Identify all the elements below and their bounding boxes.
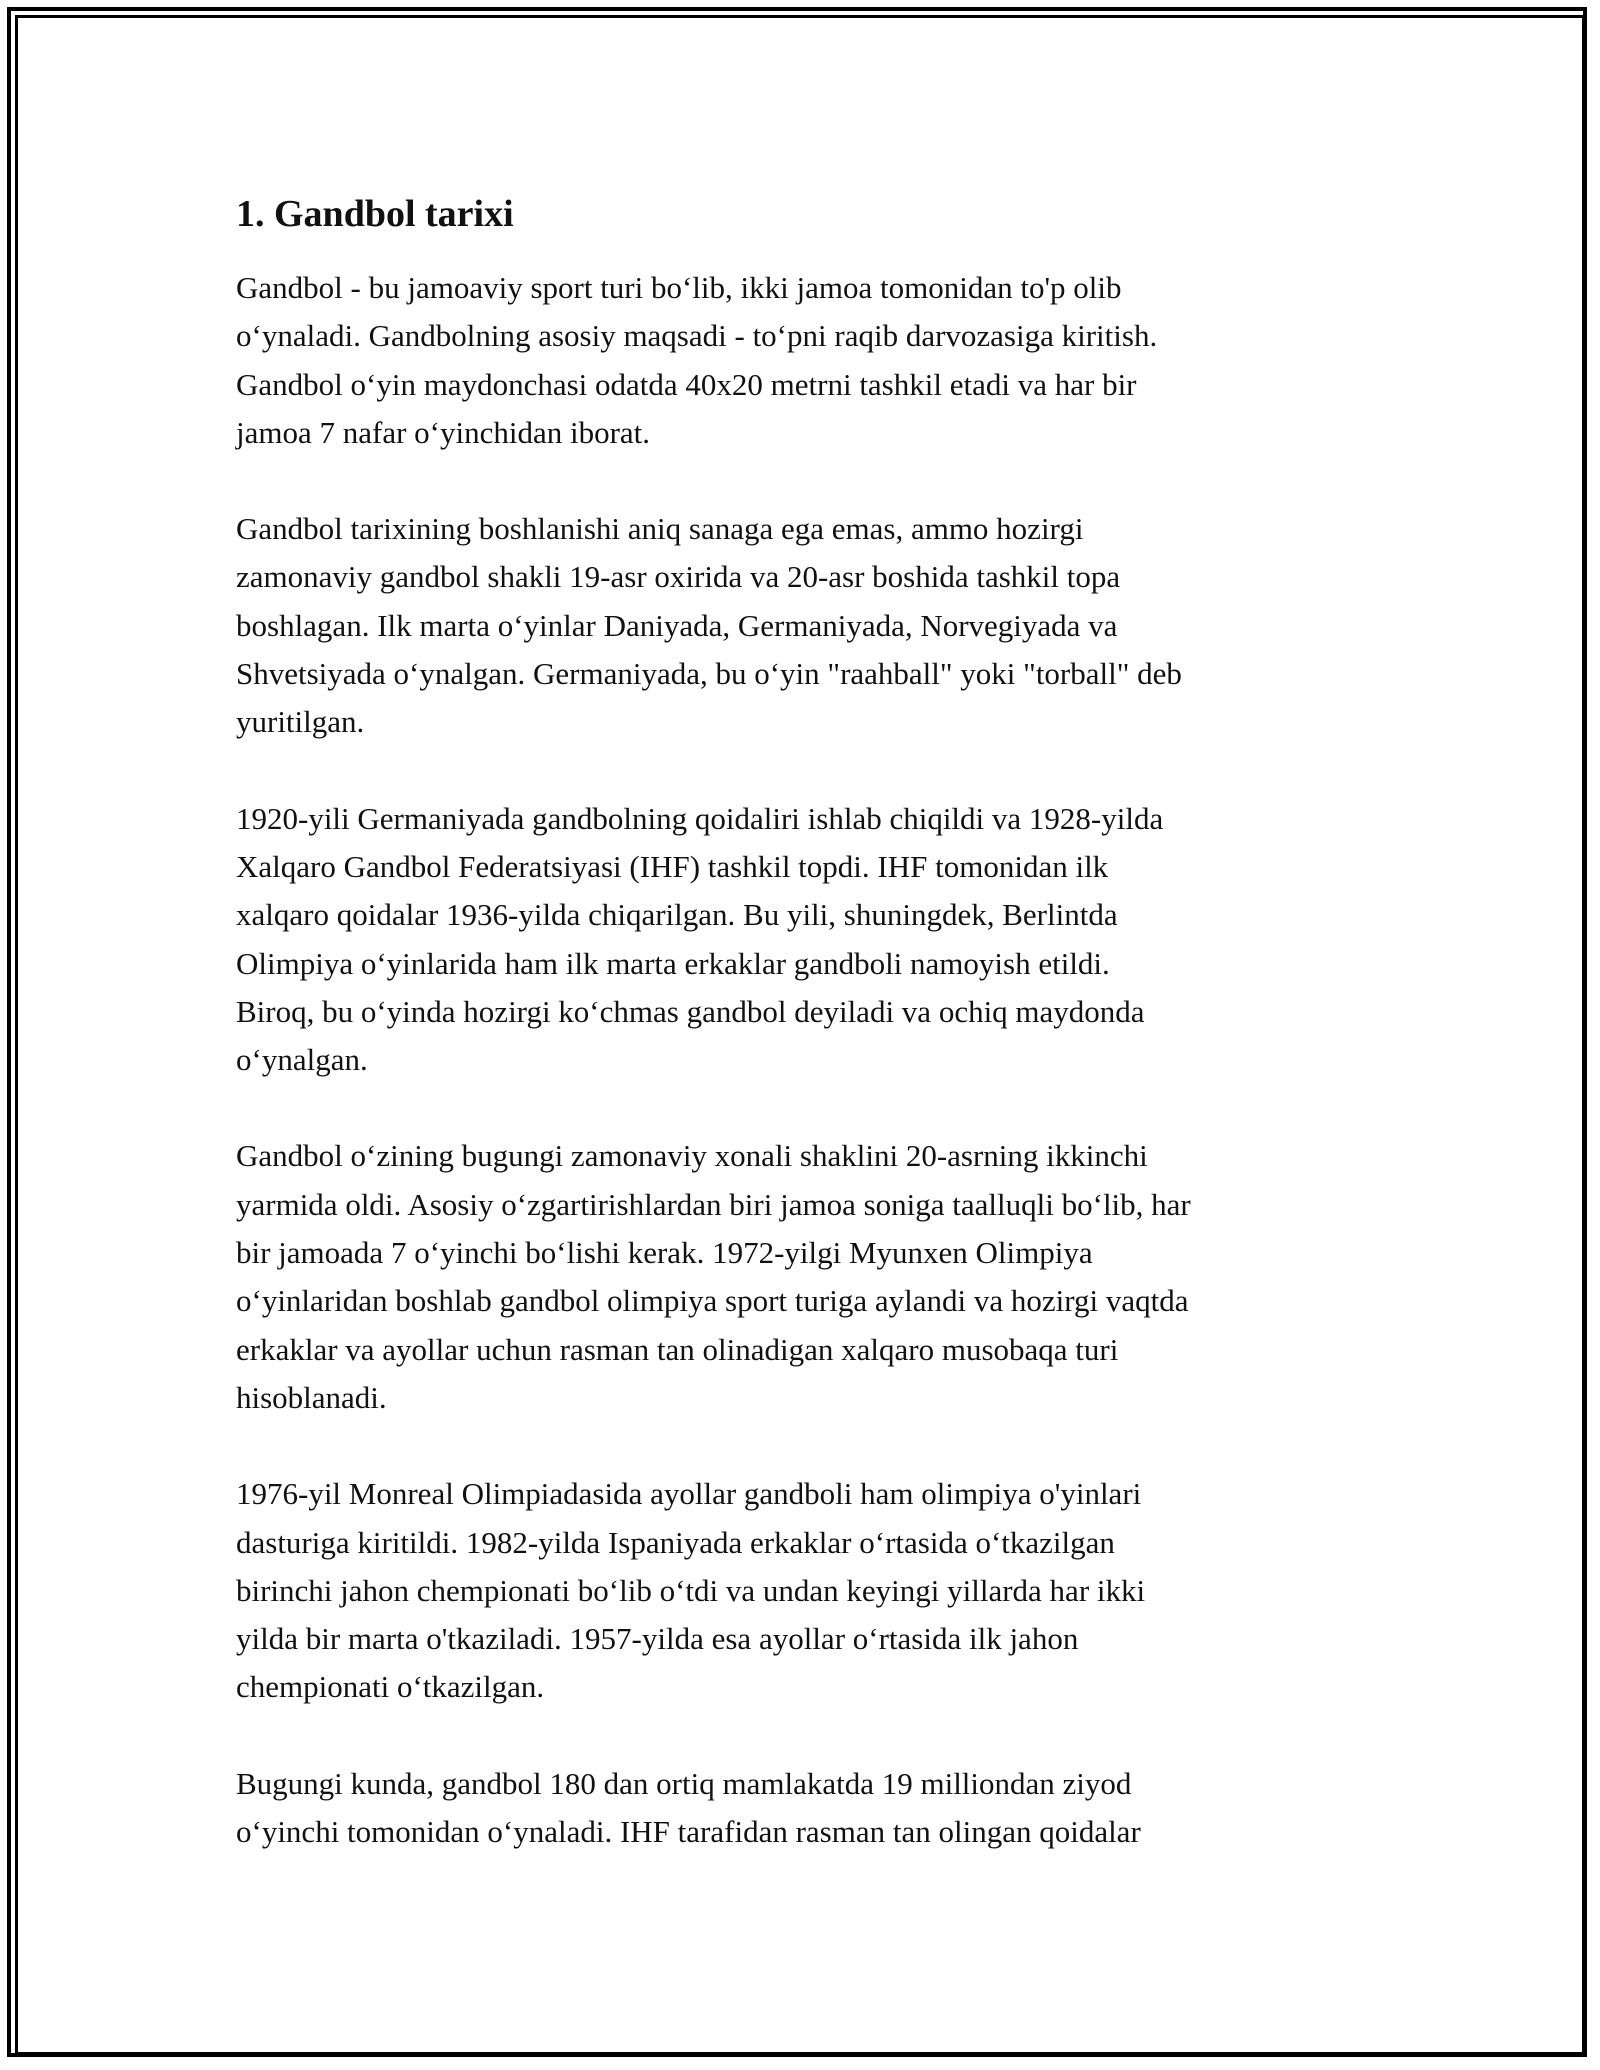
text-line: o‘ynaladi. Gandbolning asosiy maqsadi - to‘pni raqib darvozasiga kiritish. (236, 318, 1158, 354)
paragraph-1 (236, 264, 1376, 457)
text-line: Shvetsiyada o‘ynalgan. Germaniyada, bu o‘yin "raahball" yoki "torball" deb (236, 656, 1182, 692)
text-line: hisoblanadi. (236, 1379, 387, 1415)
paragraph-6 (236, 1760, 1376, 1857)
text-line: o‘yinlaridan boshlab gandbol olimpiya sport turiga aylandi va hozirgi vaqtda (236, 1283, 1189, 1319)
text-line: yilda bir marta o'tkaziladi. 1957-yilda esa ayollar o‘rtasida ilk jahon (236, 1621, 1079, 1657)
text-line: o‘yinchi tomonidan o‘ynaladi. IHF tarafidan rasman tan olingan qoidalar (236, 1814, 1141, 1850)
paragraph-3 (236, 795, 1376, 1085)
text-line: 1976-yil Monreal Olimpiadasida ayollar gandboli ham olimpiya o'yinlari (236, 1476, 1142, 1512)
text-line: bir jamoada 7 o‘yinchi bo‘lishi kerak. 1972-yilgi Myunxen Olimpiya (236, 1235, 1093, 1271)
text-line: Gandbol - bu jamoaviy sport turi bo‘lib, ikki jamoa tomonidan to'p olib (236, 270, 1122, 305)
text-line: Gandbol o‘yin maydonchasi odatda 40x20 metrni tashkil etadi va har bir (236, 366, 1137, 402)
text-line: dasturiga kiritildi. 1982-yilda Ispaniyada erkaklar o‘rtasida o‘tkazilgan (236, 1524, 1115, 1560)
text-line: Gandbol o‘zining bugungi zamonaviy xonali shaklini 20-asrning ikkinchi (236, 1138, 1148, 1174)
text-line: yarmida oldi. Asosiy o‘zgartirishlardan biri jamoa soniga taalluqli bo‘lib, har (236, 1186, 1191, 1222)
text-line: birinchi jahon chempionati bo‘lib o‘tdi va undan keyingi yillarda har ikki (236, 1572, 1146, 1608)
document-body (236, 186, 1376, 1904)
paragraph-4 (236, 1132, 1376, 1422)
text-line: erkaklar va ayollar uchun rasman tan olinadigan xalqaro musobaqa turi (236, 1331, 1119, 1367)
text-line: Biroq, bu o‘yinda hozirgi ko‘chmas gandbol deyiladi va ochiq maydonda (236, 993, 1145, 1029)
text-line: xalqaro qoidalar 1936-yilda chiqarilgan. Bu yili, shuningdek, Berlintda (236, 897, 1118, 933)
text-line: chempionati o‘tkazilgan. (236, 1669, 545, 1705)
text-line: 1920-yili Germaniyada gandbolning qoidaliri ishlab chiqildi va 1928-yilda (236, 800, 1164, 836)
section-title: 1. Gandbol tarixi (236, 193, 514, 235)
text-line: jamoa 7 nafar o‘yinchidan iborat. (236, 414, 651, 450)
text-line: Gandbol tarixining boshlanishi aniq sanaga ega emas, ammo hozirgi (236, 511, 1084, 547)
paragraph-2 (236, 505, 1376, 746)
text-line: yuritilgan. (236, 704, 365, 740)
text-line: Bugungi kunda, gandbol 180 dan ortiq mamlakatda 19 milliondan ziyod (236, 1765, 1132, 1801)
text-line: zamonaviy gandbol shakli 19-asr oxirida va 20-asr boshida tashkil topa (236, 559, 1121, 595)
text-line: Xalqaro Gandbol Federatsiyasi (IHF) tashkil topdi. IHF tomonidan ilk (236, 848, 1109, 884)
text-line: o‘ynalgan. (236, 1042, 368, 1078)
text-line: Olimpiya o‘yinlarida ham ilk marta erkaklar gandboli namoyish etildi. (236, 945, 1110, 981)
text-line: boshlagan. Ilk marta o‘yinlar Daniyada, Germaniyada, Norvegiyada va (236, 607, 1118, 643)
paragraph-5 (236, 1470, 1376, 1711)
